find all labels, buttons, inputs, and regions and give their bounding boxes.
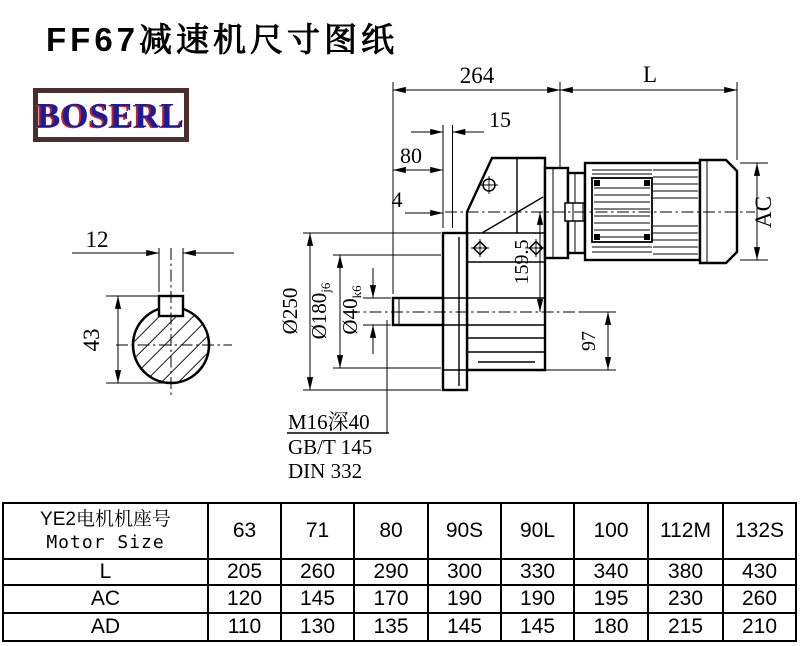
brand-logo-text: BOSERL [37, 95, 185, 135]
table-cell: 205 [208, 559, 281, 585]
table-cell: 145 [281, 585, 354, 613]
table-header-motor-size [3, 503, 208, 559]
table-cell: 300 [428, 559, 501, 585]
table-row-L [3, 559, 796, 585]
dim-159-5-label: 159.5 [511, 239, 533, 285]
table-cell: 260 [281, 559, 354, 585]
table-cell: 180 [574, 613, 648, 641]
table-cell: 230 [648, 585, 723, 613]
column-header: 100 [574, 503, 648, 559]
motor-stator [592, 178, 652, 242]
header-line2: Motor Size [46, 531, 165, 553]
table-cell: 110 [208, 613, 281, 641]
table-cell: 380 [648, 559, 723, 585]
table-cell: 130 [281, 613, 354, 641]
dim-264-label: 264 [459, 63, 495, 88]
table-cell: 170 [354, 585, 428, 613]
note-gb: GB/T 145 [288, 435, 373, 459]
gear-housing [467, 158, 545, 370]
dim-250-label: Ø250 [278, 287, 302, 335]
dim-4-label: 4 [391, 187, 403, 212]
tapped-hole-note [288, 410, 372, 483]
section-view-shaft-bore [72, 227, 234, 398]
main-view [278, 62, 776, 483]
table-cell: 430 [723, 559, 796, 585]
row-label: AD [3, 613, 208, 641]
row-label: L [3, 559, 208, 585]
table-cell: 210 [723, 613, 796, 641]
table-row-AD [3, 613, 796, 641]
table-cell: 290 [354, 559, 428, 585]
motor-size-table [2, 502, 797, 642]
table-row-AC [3, 585, 796, 613]
column-header: 90S [428, 503, 501, 559]
table-cell: 145 [428, 613, 501, 641]
page-title: FF67减速机尺寸图纸 [46, 21, 399, 58]
table-cell: 120 [208, 585, 281, 613]
table-cell: 190 [428, 585, 501, 613]
column-header: 71 [281, 503, 354, 559]
table-cell: 340 [574, 559, 648, 585]
dim-12-lines [72, 248, 234, 292]
dim-180-label: Ø180j6 [307, 282, 333, 340]
column-header: 63 [208, 503, 281, 559]
dim-40-label: Ø40k6 [338, 285, 364, 335]
table-cell: 145 [501, 613, 574, 641]
dim-12-label: 12 [85, 227, 109, 252]
note-din: DIN 332 [288, 459, 363, 483]
column-header: 132S [723, 503, 796, 559]
column-header: 90L [501, 503, 574, 559]
column-header: 112M [648, 503, 723, 559]
column-header: 80 [354, 503, 428, 559]
dim-80-label: 80 [400, 143, 422, 168]
table-cell: 260 [723, 585, 796, 613]
dim-AC-label: AC [751, 196, 776, 228]
table-cell: 215 [648, 613, 723, 641]
table-cell: 135 [354, 613, 428, 641]
table-cell: 330 [501, 559, 574, 585]
note-tap: M16深40 [288, 410, 370, 434]
dim-43-label: 43 [79, 328, 104, 352]
table-cell: 195 [574, 585, 648, 613]
table-cell: 190 [501, 585, 574, 613]
table-header-row [3, 503, 796, 559]
dim-97-label: 97 [578, 331, 600, 351]
header-line1: YE2电机机座号 [40, 508, 171, 530]
dim-15-label: 15 [489, 107, 511, 132]
dim-L-label: L [642, 62, 658, 87]
row-label: AC [3, 585, 208, 613]
